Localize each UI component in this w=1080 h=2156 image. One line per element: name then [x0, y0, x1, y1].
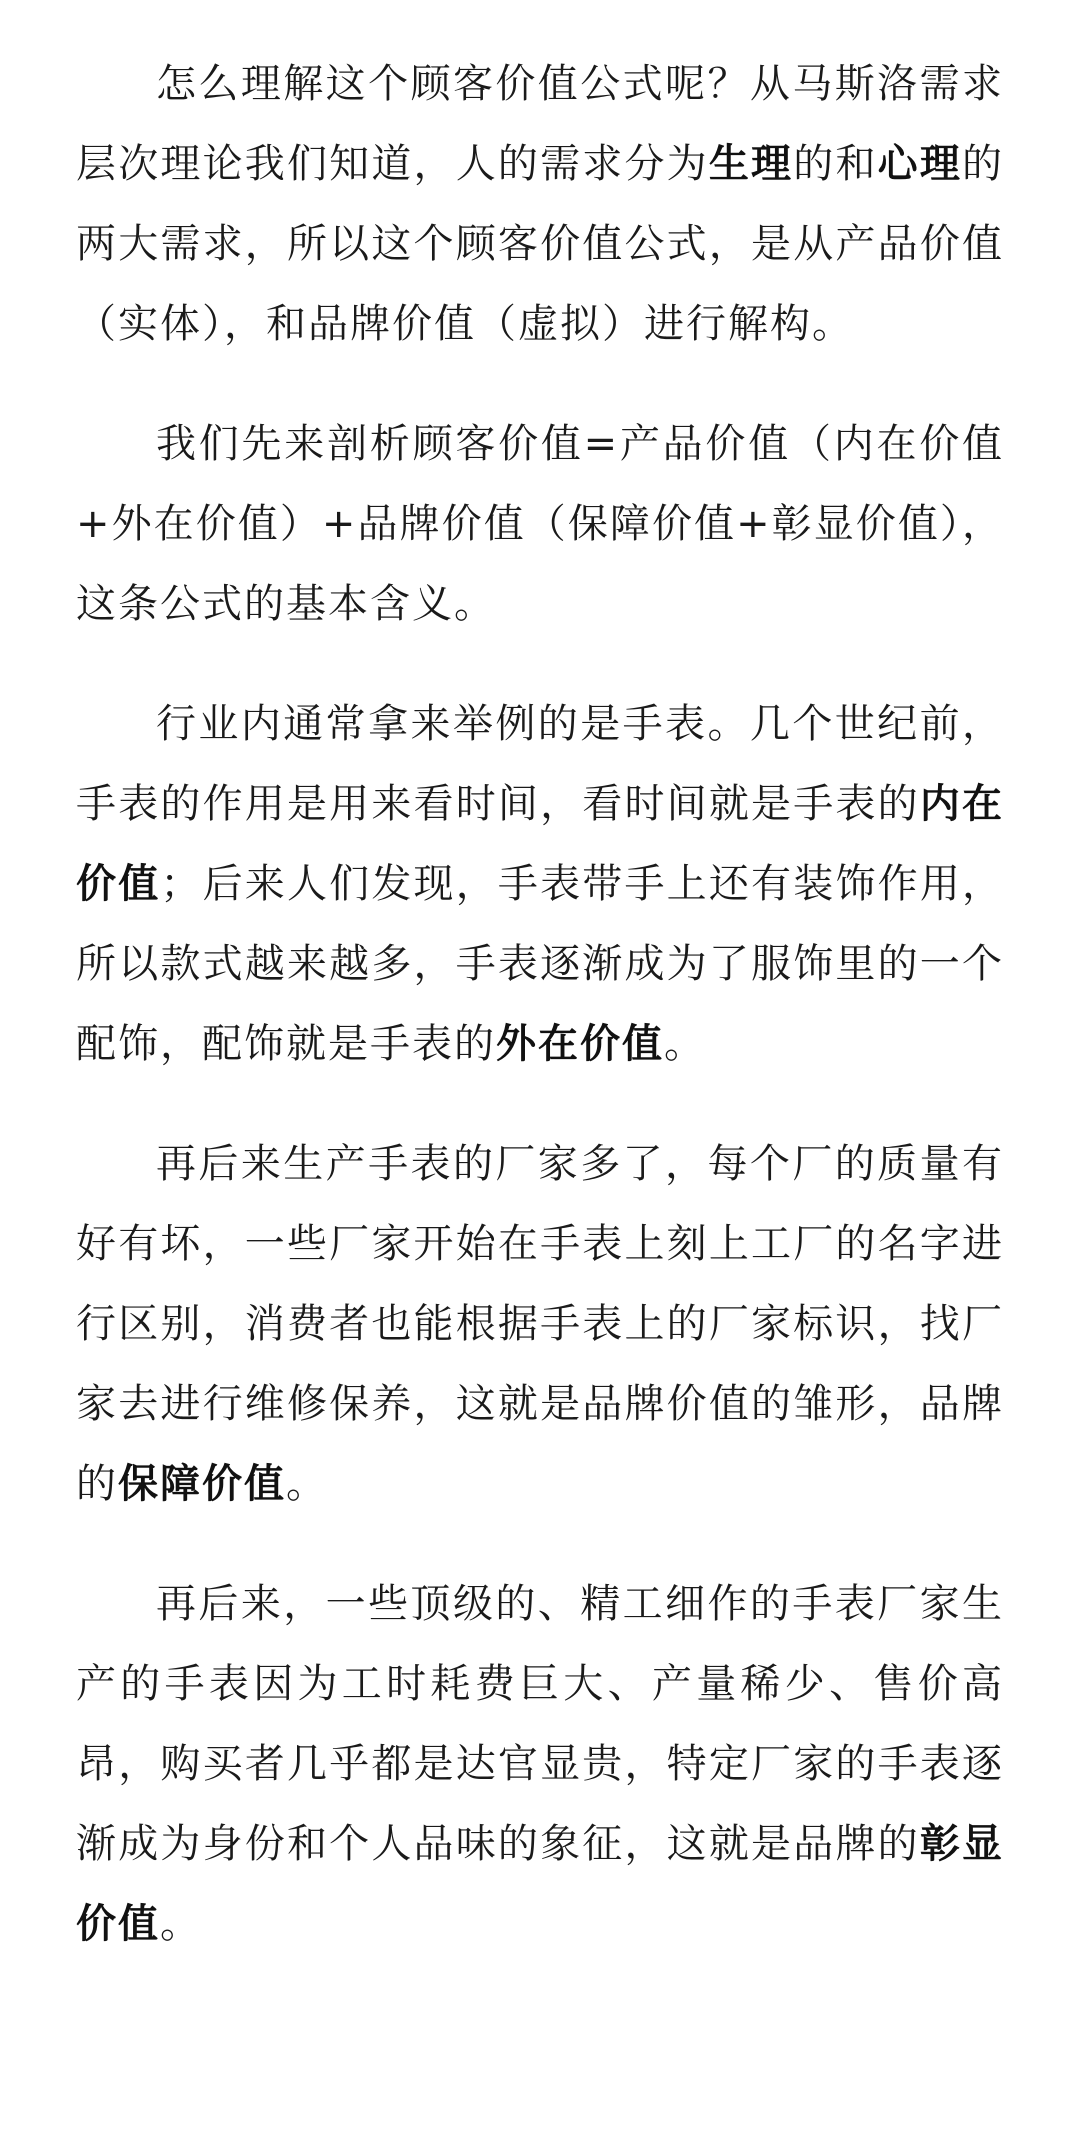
emphasis-physiological: 生理	[708, 141, 794, 187]
paragraph-3	[76, 684, 1004, 1084]
text-segment: 。	[160, 1901, 202, 1947]
paragraph-5	[76, 1564, 1004, 1964]
text-segment: 再后来，一些顶级的、精工细作的手表厂家生产的手表因为工时耗费巨大、产量稀少、售价高昂，购买者几乎都是达官显贵，特定厂家的手表逐渐成为身份和个人品味的象征，这就是品牌的	[76, 1581, 1004, 1867]
article-body	[76, 44, 1004, 2004]
text-segment: 再后来生产手表的厂家多了，每个厂的质量有好有坏，一些厂家开始在手表上刻上工厂的名字进行区别，消费者也能根据手表上的厂家标识，找厂家去进行维修保养，这就是品牌价值的雏形，品牌的	[76, 1141, 1004, 1507]
text-segment: 的两大需求，所以这个顾客价值公式，是从产品价值（实体），和品牌价值（虚拟）进行解构。	[76, 141, 1005, 347]
text-segment: 。	[664, 1021, 706, 1067]
text-segment: 我们先来剖析顾客价值=产品价值（内在价值+外在价值）+品牌价值（保障价值+彰显价值），这条公式的基本含义。	[76, 421, 1004, 627]
paragraph-4	[76, 1124, 1004, 1524]
paragraph-2	[76, 404, 1004, 644]
emphasis-intrinsic-value: 内在价值	[76, 781, 1005, 907]
text-segment: 。	[286, 1461, 328, 1507]
text-segment: 行业内通常拿来举例的是手表。几个世纪前，手表的作用是用来看时间，看时间就是手表的	[76, 701, 1004, 827]
text-segment: 怎么理解这个顾客价值公式呢？从马斯洛需求层次理论我们知道，人的需求分为	[76, 61, 1004, 187]
paragraph-1	[76, 44, 1004, 364]
emphasis-display-value: 彰显价值	[76, 1821, 1005, 1947]
text-segment: ；后来人们发现，手表带手上还有装饰作用，所以款式越来越多，手表逐渐成为了服饰里的一个配饰，配饰就是手表的	[76, 861, 1005, 1067]
text-segment: 的和	[793, 141, 878, 187]
emphasis-psychological: 心理	[877, 141, 963, 187]
emphasis-assurance-value: 保障价值	[118, 1461, 286, 1507]
emphasis-extrinsic-value: 外在价值	[496, 1021, 664, 1067]
